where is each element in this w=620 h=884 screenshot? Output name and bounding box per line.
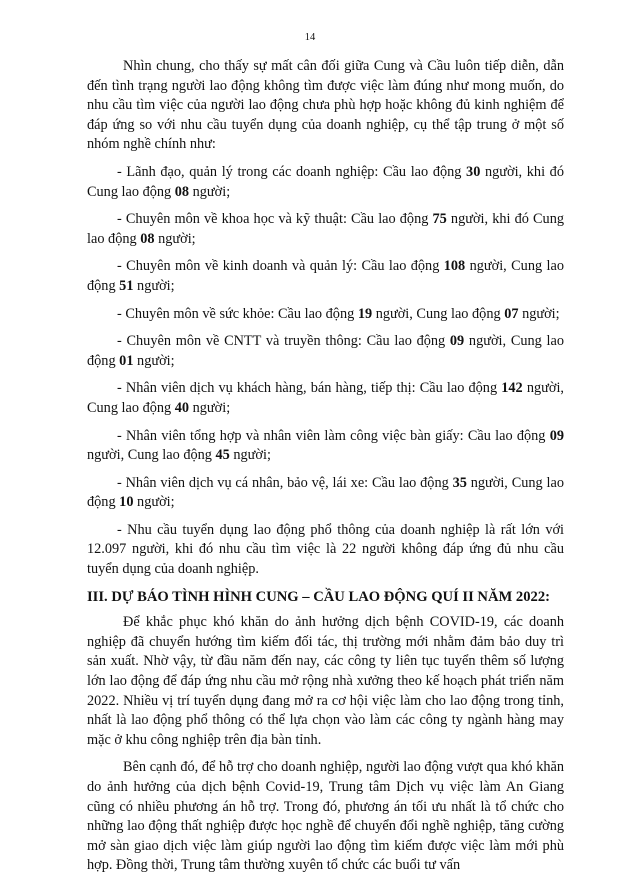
list-item: - Chuyên môn về sức khỏe: Cầu lao động 19 người, Cung lao động 07 người; [117,305,560,322]
forecast-paragraph: Để khắc phục khó khăn do ảnh hưởng dịch bệnh COVID-19, các doanh nghiệp đã chuyển hướng tìm kiếm đối tác, thị trường mới nhằm đảm bảo duy trì sản xuất. Nhờ vậy, từ đầu năm đến nay, các công ty liên tục tuyển thêm số lượng lớn lao động để đáp ứng nhu cầu mở rộng nhà xưởng theo kế hoạch phát triển năm 2022. Nhiều vị trí tuyển dụng đang mở ra cơ hội việc làm cho lao động trong tỉnh, nhất là lao động phổ thông có thể lựa chọn vào làm các công ty ngành hàng may mặc ở khu công nghiệp trên địa bàn tỉnh. [87,614,564,748]
list-item: - Nhu cầu tuyển dụng lao động phổ thông của doanh nghiệp là rất lớn với 12.097 người, khi đó nhu cầu tìm việc là 22 người không đáp ứng đủ nhu cầu tuyển dụng của doanh nghiệp. [87,521,564,578]
list-item: - Nhân viên dịch vụ cá nhân, bảo vệ, lái xe: Cầu lao động 35 người, Cung lao động 10 người; [87,474,564,511]
list-item: - Chuyên môn về CNTT và truyền thông: Cầu lao động 09 người, Cung lao động 01 người; [87,333,564,369]
support-paragraph: Bên cạnh đó, để hỗ trợ cho doanh nghiệp, người lao động vượt qua khó khăn do ảnh hưởng của dịch bệnh Covid-19, Trung tâm Dịch vụ việc làm An Giang cũng có nhiều phương án hỗ trợ. Trong đó, phương án tối ưu nhất là tổ chức cho những lao động thất nghiệp được học nghề để chuyển đổi nghề nghiệp, tăng cường mở sàn giao dịch việc làm giúp người lao động tìm kiếm được việc làm mới phù hợp. Đồng thời, Trung tâm thường xuyên tổ chức các buổi tư vấn [87,759,564,874]
list-item: - Chuyên môn về khoa học và kỹ thuật: Cầu lao động 75 người, khi đó Cung lao động 08 người; [87,211,564,247]
page-number: 14 [304,32,316,43]
page-content [87,57,564,884]
list-item: - Lãnh đạo, quản lý trong các doanh nghiệp: Cầu lao động 30 người, khi đó Cung lao động 08 người; [87,163,564,200]
list-item: - Chuyên môn về kinh doanh và quản lý: Cầu lao động 108 người, Cung lao động 51 người; [87,258,564,294]
list-item: - Nhân viên tổng hợp và nhân viên làm công việc bàn giấy: Cầu lao động 09 người, Cung lao động 45 người; [87,427,564,464]
labor-group-list [87,163,564,580]
intro-paragraph: Nhìn chung, cho thấy sự mất cân đối giữa Cung và Cầu luôn tiếp diễn, dẫn đến tình trạng người lao động không tìm được việc làm đúng như mong muốn, do nhu cầu tìm việc của người lao động chưa phù hợp hoặc không đủ kinh nghiệm để đáp ứng so với nhu cầu tuyển dụng của doanh nghiệp, cụ thể tập trung ở một số nhóm nghề chính như: [87,58,564,153]
section-heading: III. DỰ BÁO TÌNH HÌNH CUNG – CẦU LAO ĐỘNG QUÍ II NĂM 2022: [87,588,550,605]
list-item: - Nhân viên dịch vụ khách hàng, bán hàng, tiếp thị: Cầu lao động 142 người, Cung lao động 40 người; [87,380,564,416]
